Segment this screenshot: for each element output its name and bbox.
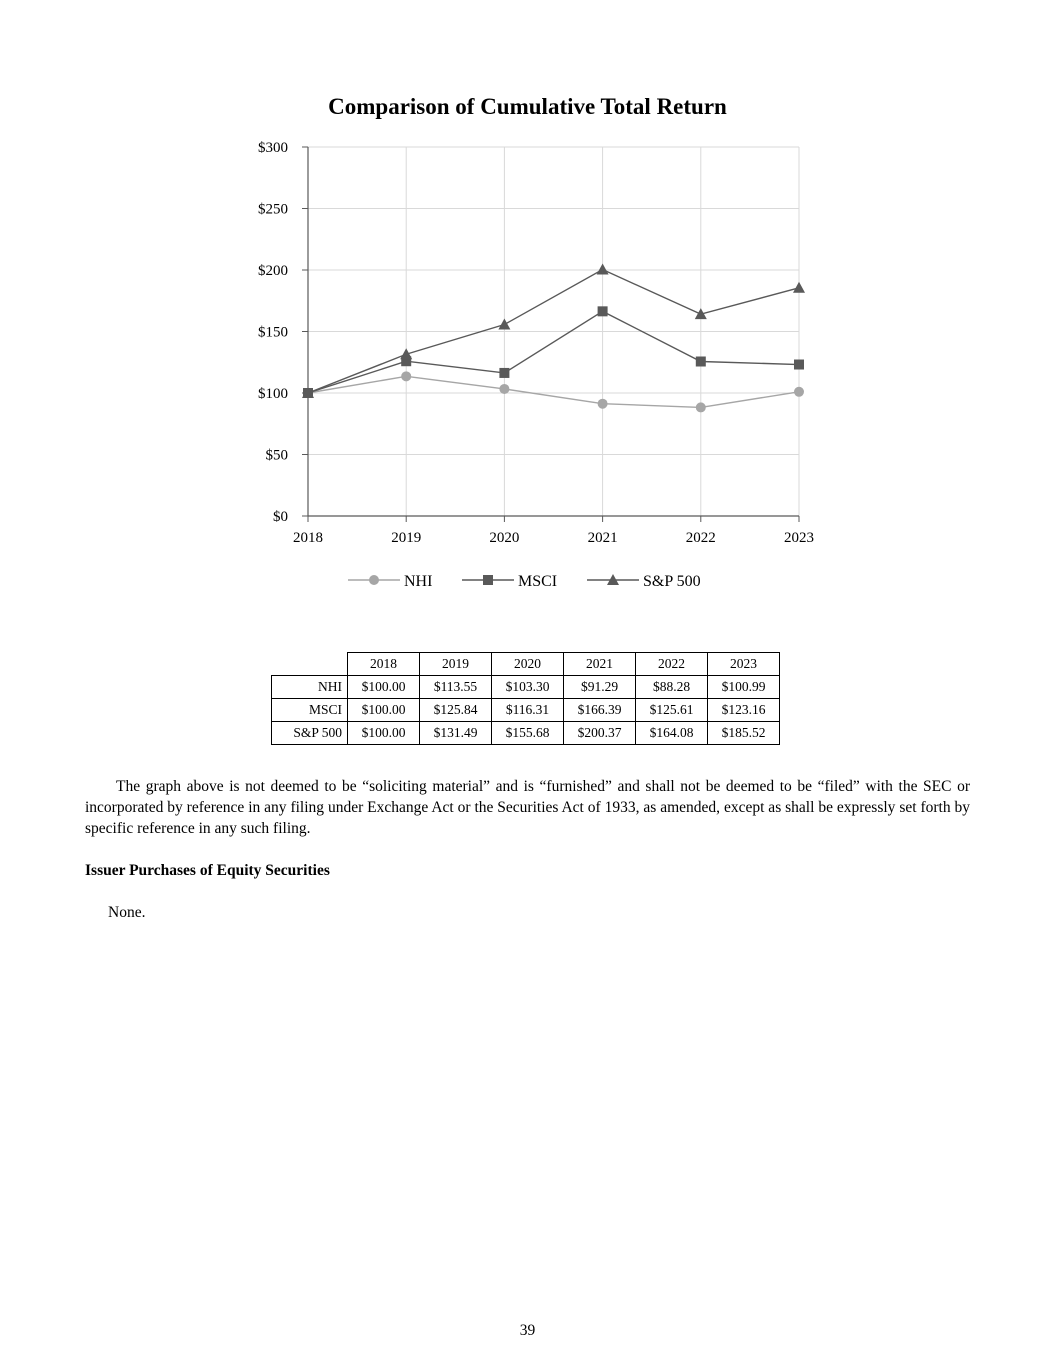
table-cell: $185.52 [708,722,780,745]
data-point-msci [794,360,804,370]
table-cell: $103.30 [492,676,564,699]
table-cell: $88.28 [636,676,708,699]
table-cell: $116.31 [492,699,564,722]
x-tick-label: 2022 [685,530,716,546]
chart-title: Comparison of Cumulative Total Return [328,94,727,119]
y-tick-label: $250 [258,201,288,218]
table-row-label: S&P 500 [272,722,348,745]
data-point-sp500 [498,319,510,330]
table-cell: $125.61 [636,699,708,722]
legend-marker-nhi [369,575,379,585]
table-header-cell: 2020 [492,653,564,676]
x-tick-label: 2018 [293,530,323,546]
section-heading: Issuer Purchases of Equity Securities [85,862,330,879]
x-tick-label: 2021 [587,530,618,546]
data-point-nhi [401,371,411,381]
table-header-cell: 2021 [564,653,636,676]
data-point-sp500 [597,264,609,275]
y-tick-label: $300 [258,140,288,156]
table-cell: $155.68 [492,722,564,745]
page-number: 39 [519,1322,536,1339]
table-row-nhi [272,676,780,699]
y-tick-label: $150 [258,324,288,341]
table-cell: $91.29 [564,676,636,699]
disclaimer-paragraph: The graph above is not deemed to be “soliciting material” and is “furnished” and shall not be deemed to be “filed” with the SEC or incorporated by reference in any filing under Exchange Act or the Securities Act of 1933, as amended, except as shall be expressly set forth by specific reference in any such filing. [85,778,970,837]
table-header-cell: 2018 [348,653,420,676]
legend-marker-msci [483,575,493,585]
table-cell: $123.16 [708,699,780,722]
data-point-msci [696,356,706,366]
data-point-sp500 [400,348,412,359]
table-header-cell: 2019 [420,653,492,676]
x-tick-label: 2019 [391,530,422,546]
table-cell: $100.00 [348,699,420,722]
table-row-label: NHI [272,676,348,699]
y-tick-label: $0 [273,509,288,525]
legend-label-nhi: NHI [404,573,433,590]
data-point-msci [499,368,509,378]
y-tick-label: $200 [258,263,288,279]
table-row-label: MSCI [272,699,348,722]
line-chart [0,0,1055,640]
table-cell: $113.55 [420,676,492,699]
data-point-msci [598,306,608,316]
table-cell: $125.84 [420,699,492,722]
x-tick-label: 2020 [489,530,520,546]
data-point-sp500 [793,282,805,293]
legend-label-msci: MSCI [518,573,558,590]
data-point-nhi [696,402,706,412]
table-cell: $100.99 [708,676,780,699]
series-line-nhi [308,376,799,407]
table-header-cell: 2022 [636,653,708,676]
legend-label-sp500: S&P 500 [643,573,701,590]
data-point-nhi [794,387,804,397]
table-cell: $200.37 [564,722,636,745]
table-cell: $100.00 [348,722,420,745]
table-header-cell: 2023 [708,653,780,676]
table-row-msci [272,699,780,722]
data-point-nhi [499,384,509,394]
table-row-sp500 [272,722,780,745]
section-body: None. [108,904,146,921]
table-corner-cell [272,653,348,676]
y-tick-label: $100 [258,386,288,402]
table-cell: $164.08 [636,722,708,745]
y-tick-label: $50 [265,447,288,464]
table-cell: $166.39 [564,699,636,722]
returns-table [271,652,780,745]
table-cell: $100.00 [348,676,420,699]
table-cell: $131.49 [420,722,492,745]
x-tick-label: 2023 [784,530,814,546]
table-header-row [272,653,780,676]
data-point-nhi [598,399,608,409]
